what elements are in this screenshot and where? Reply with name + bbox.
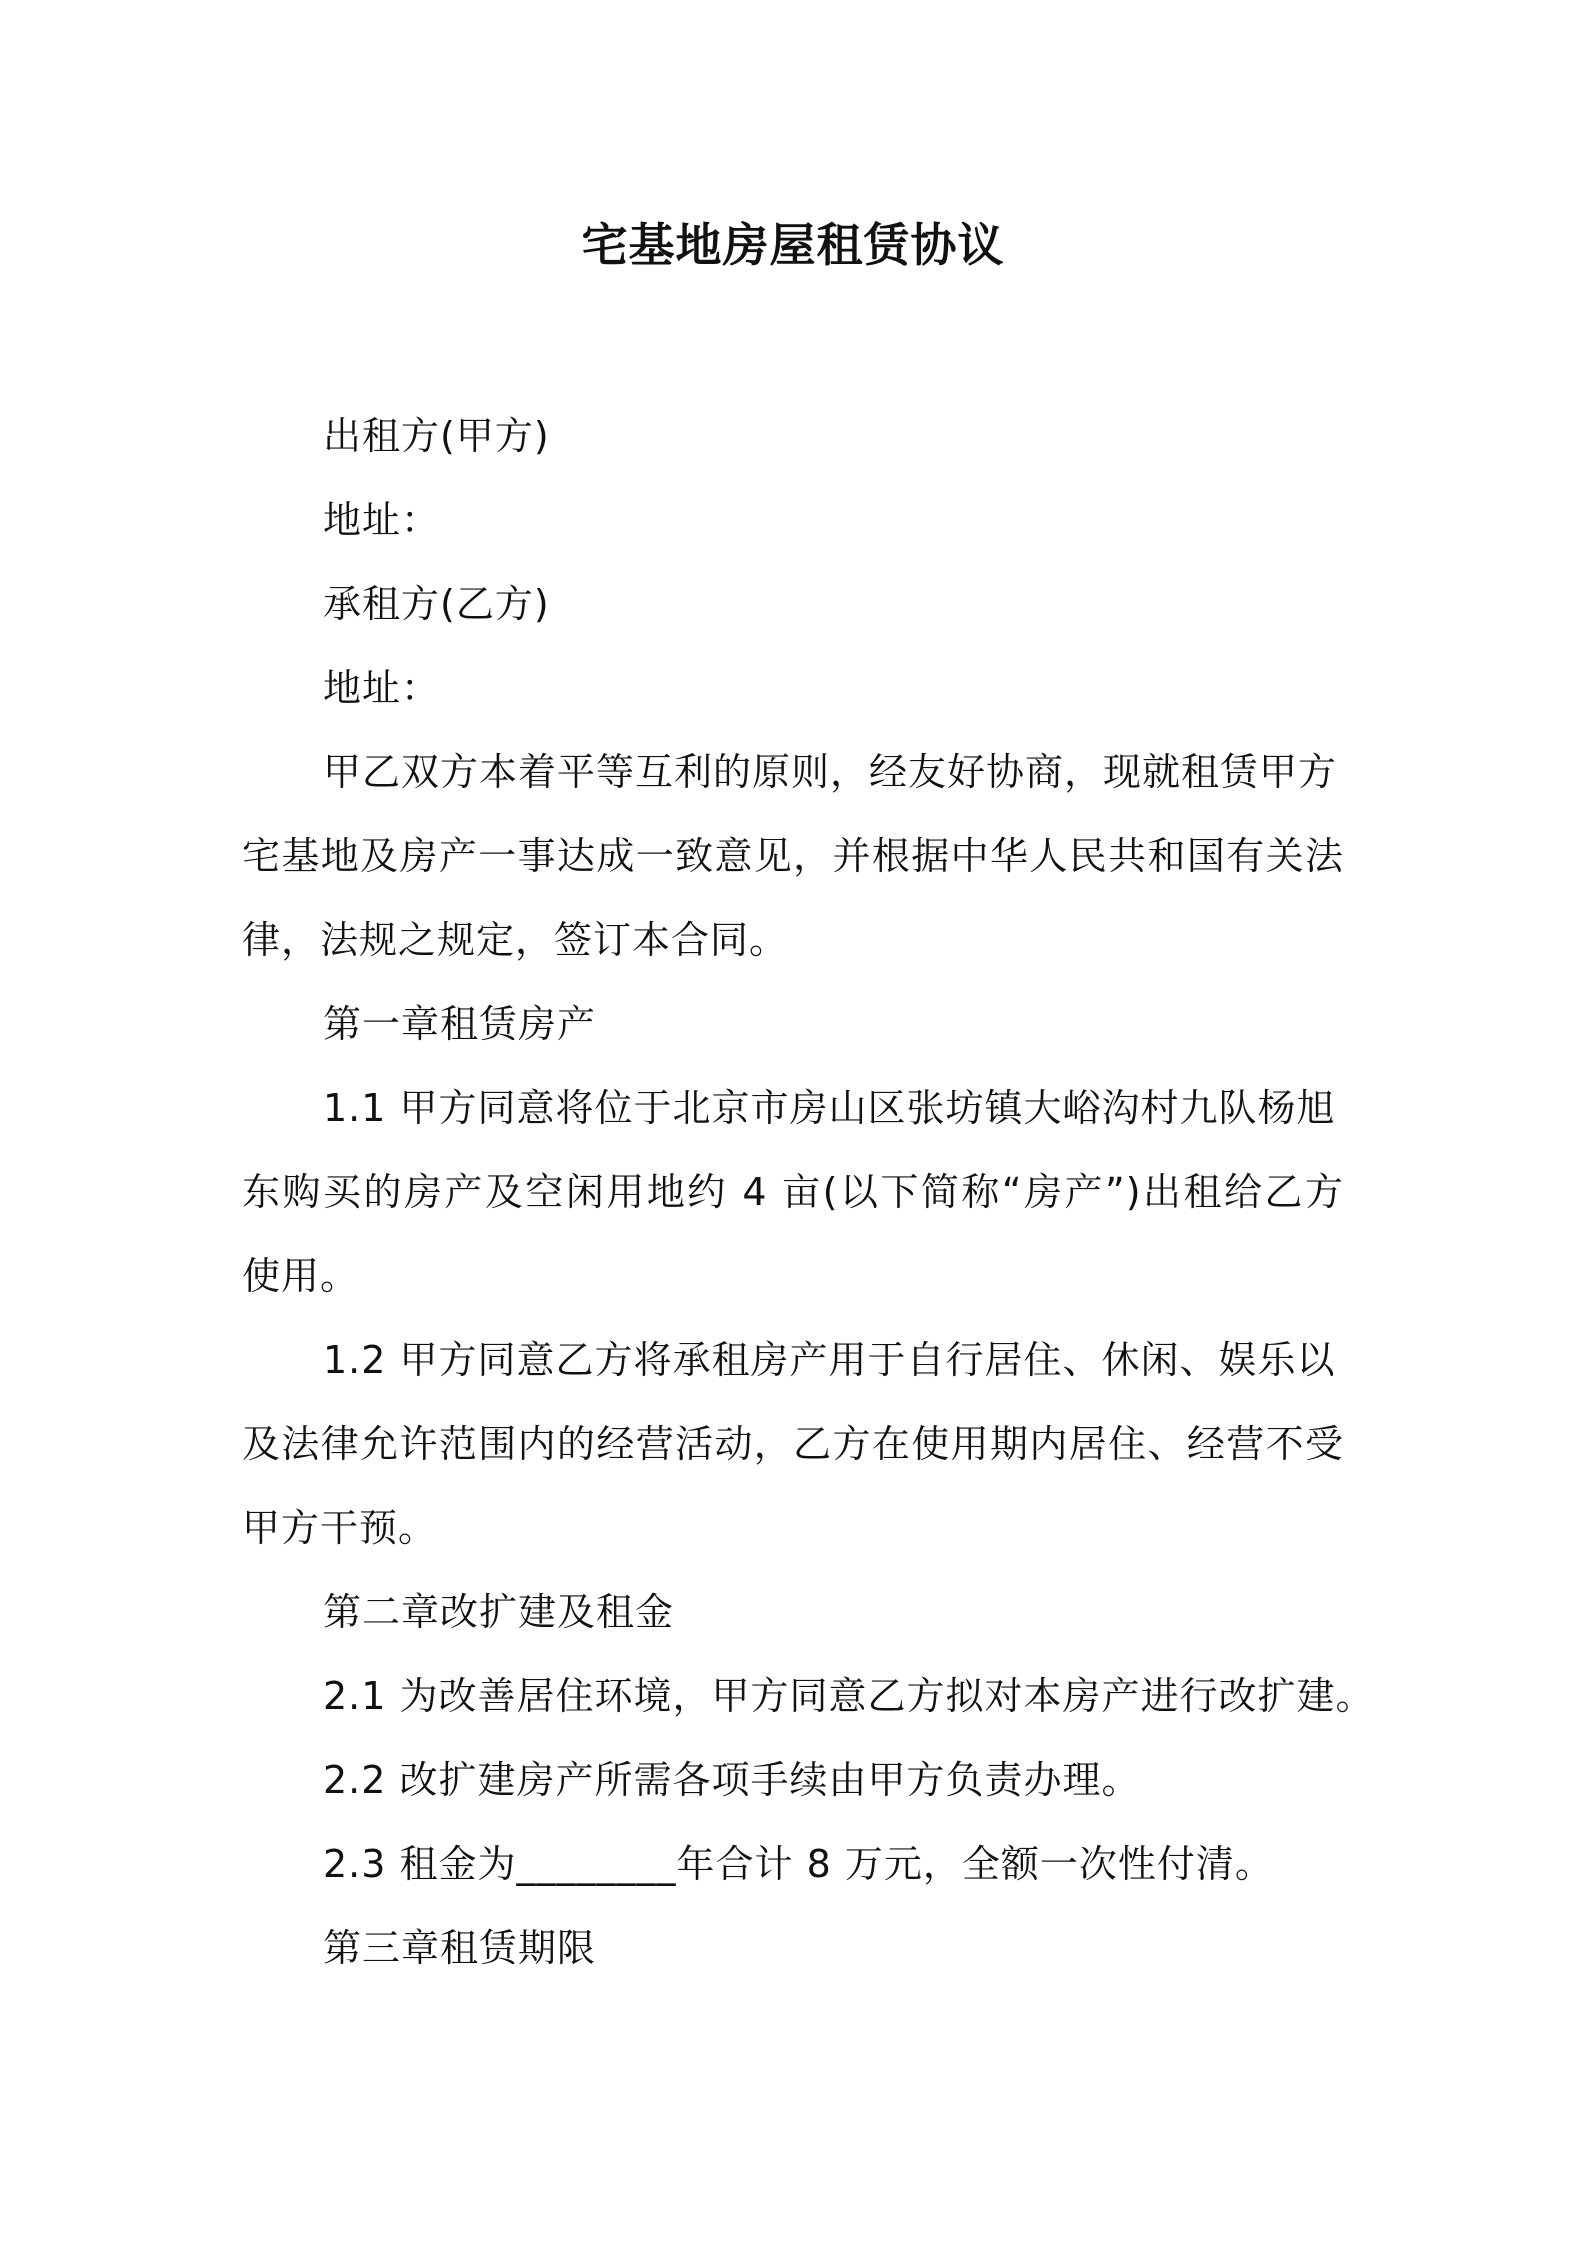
clause-1-2-line: 甲方干预。 [242,1506,438,1550]
intro-line: 甲乙双方本着平等互利的原则，经友好协商，现就租赁甲方 [323,750,1338,794]
chapter-1-heading: 第一章租赁房产 [323,1002,597,1046]
clause-2-3: 2.3 租金为________年合计 8 万元，全额一次性付清。 [323,1842,1274,1886]
clause-2-2: 2.2 改扩建房产所需各项手续由甲方负责办理。 [323,1758,1141,1802]
lessee-address-label: 地址： [323,666,441,710]
clause-1-1-line: 1.1 甲方同意将位于北京市房山区张坊镇大峪沟村九队杨旭 [323,1086,1336,1130]
chapter-3-heading: 第三章租赁期限 [323,1926,597,1970]
clause-2-1: 2.1 为改善居住环境，甲方同意乙方拟对本房产进行改扩建。 [323,1674,1375,1718]
document-title: 宅基地房屋租赁协议 [581,218,1005,272]
lessor-address-label: 地址： [323,498,441,542]
chapter-2-heading: 第二章改扩建及租金 [323,1590,675,1634]
intro-line: 宅基地及房产一事达成一致意见，并根据中华人民共和国有关法 [242,834,1344,878]
clause-1-1-line: 东购买的房产及空闲用地约 4 亩(以下简称“房产”)出租给乙方 [242,1170,1344,1214]
clause-1-2-line: 及法律允许范围内的经营活动，乙方在使用期内居住、经营不受 [242,1422,1344,1466]
lessee-label: 承租方(乙方) [323,582,550,626]
clause-1-2-line: 1.2 甲方同意乙方将承租房产用于自行居住、休闲、娱乐以 [323,1338,1336,1382]
intro-line: 律，法规之规定，签订本合同。 [242,918,789,962]
lessor-label: 出租方(甲方) [323,414,550,458]
clause-1-1-line: 使用。 [242,1254,360,1298]
